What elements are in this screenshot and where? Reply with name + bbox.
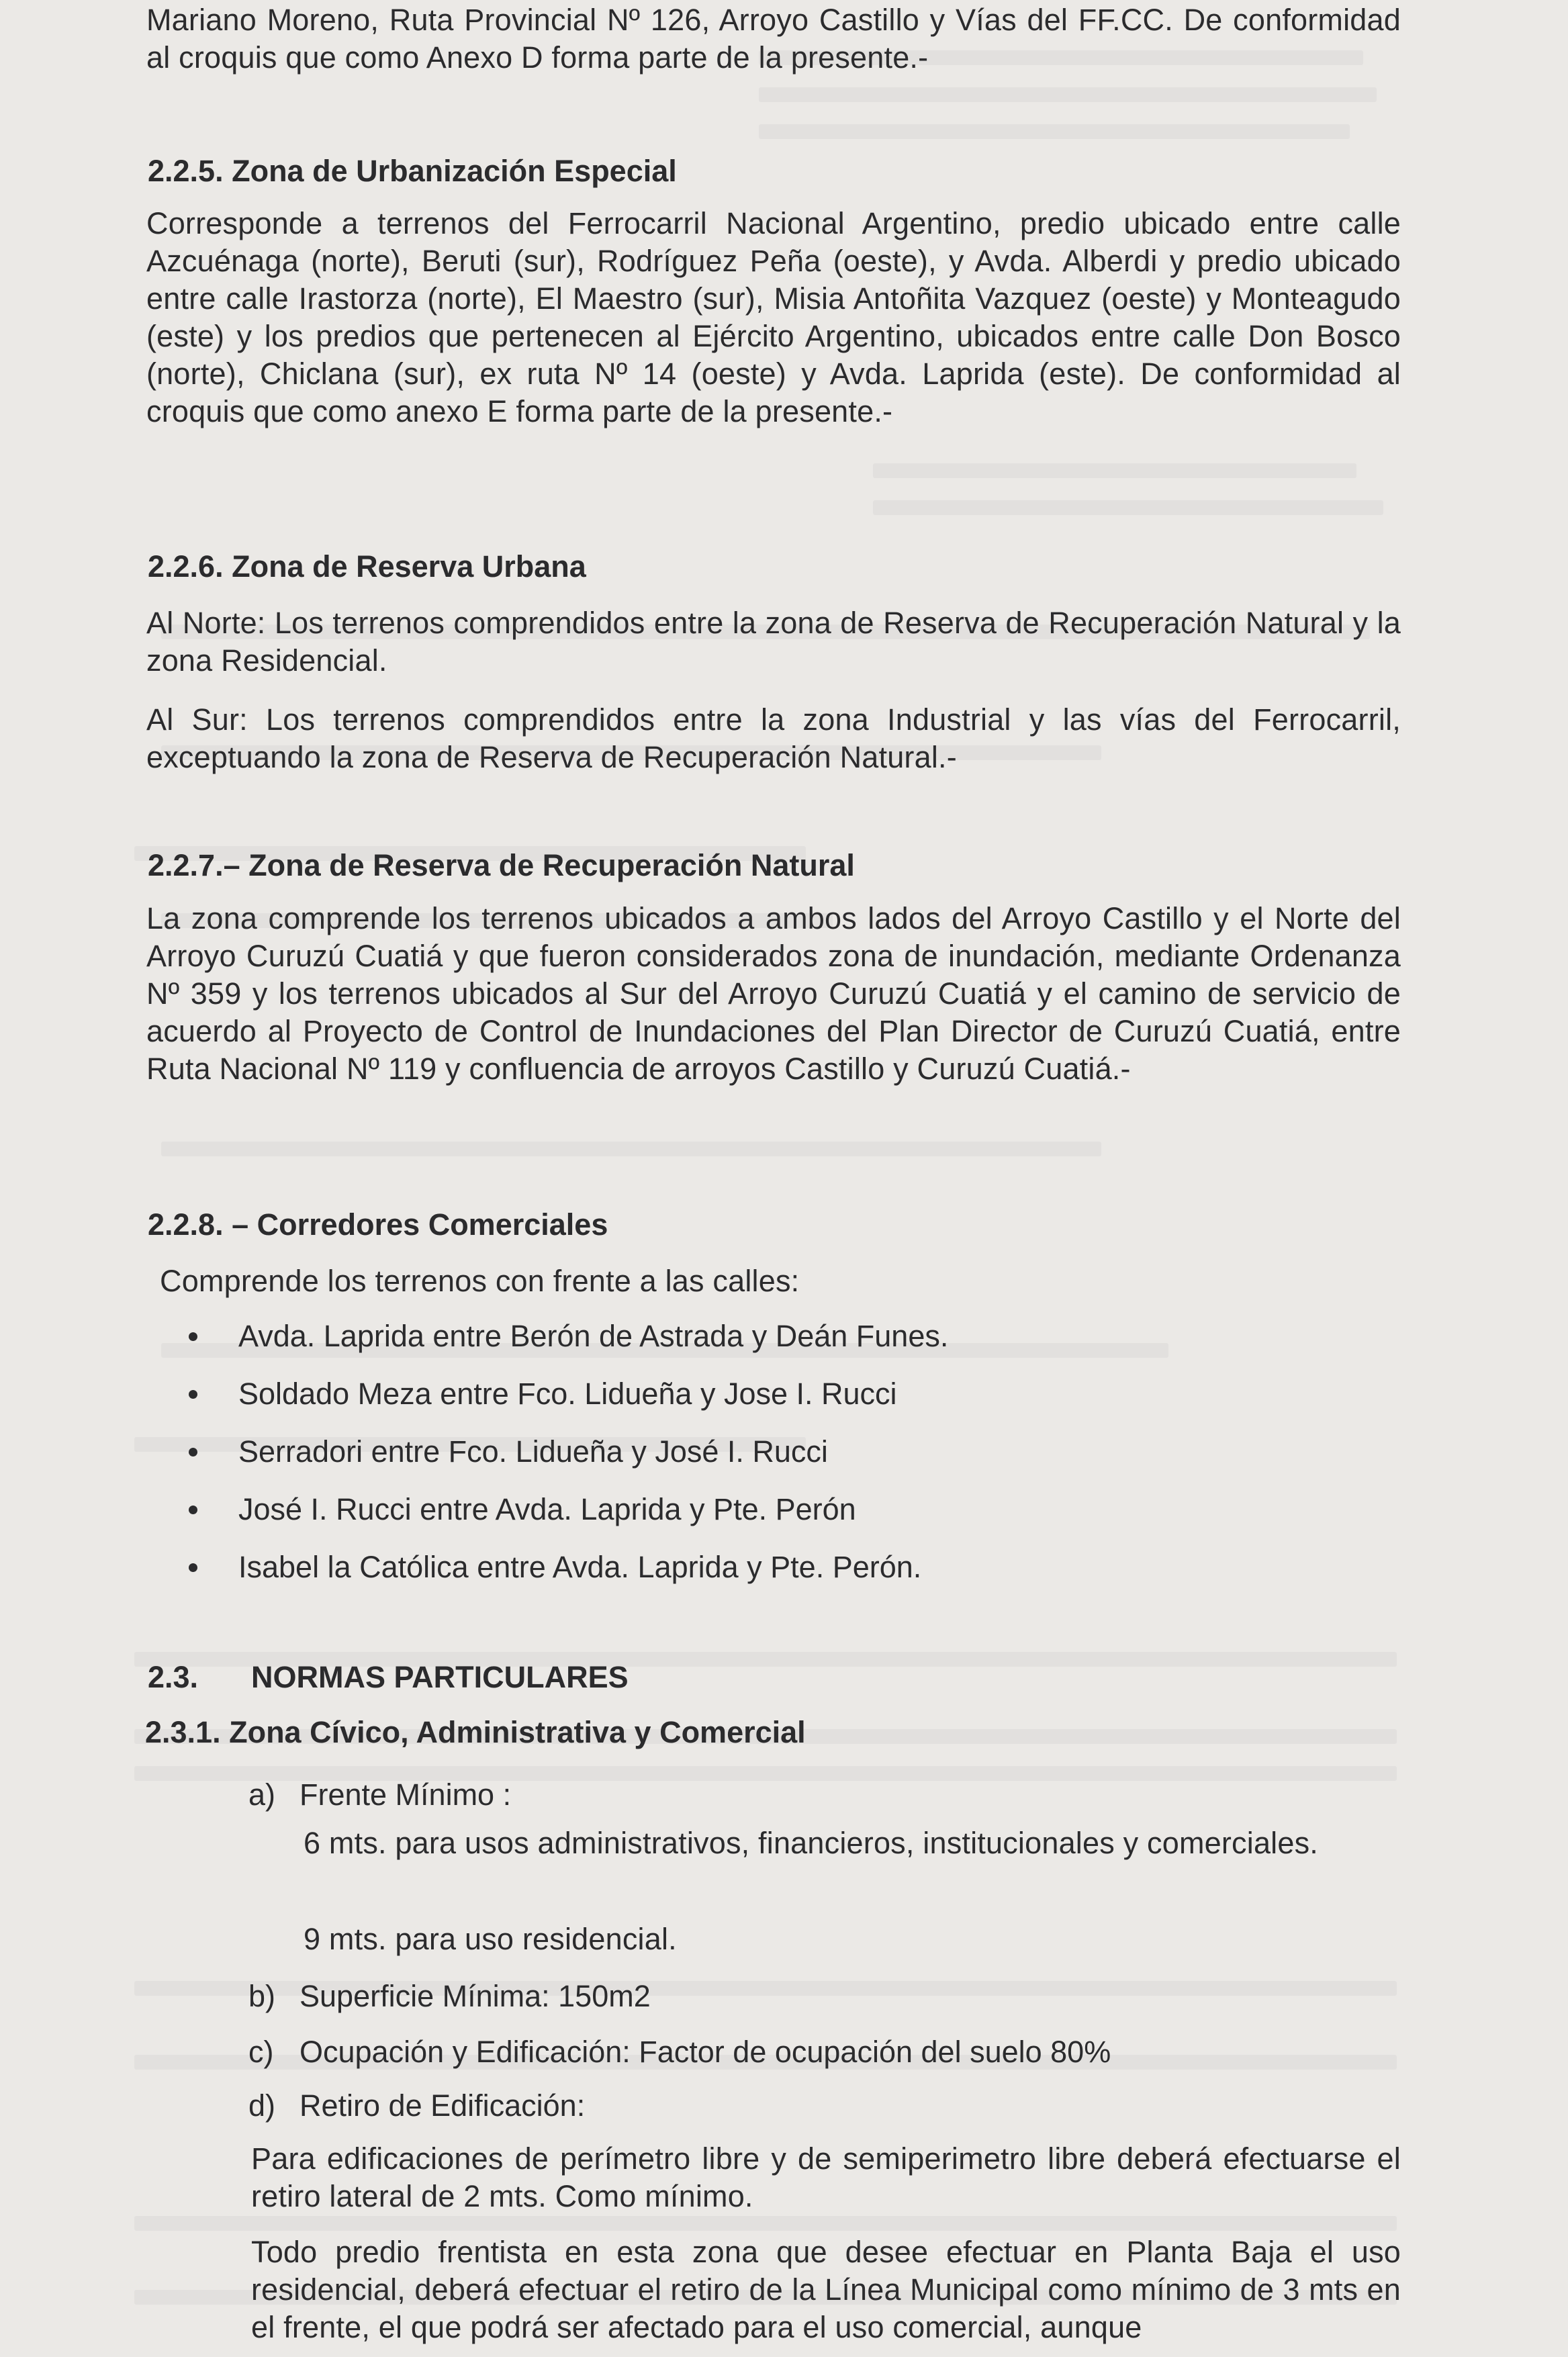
item-d-detail-1: Para edificaciones de perímetro libre y de semiperimetro libre deberá efectuarse el retiro lateral de 2 mts. Como mínimo. [251,2141,1401,2213]
item-a-detail-1: 6 mts. para usos administrativos, financieros, institucionales y comerciales. [304,1826,1319,1860]
commercial-corridors-list [185,1318,948,1606]
list-item: Soldado Meza entre Fco. Lidueña y Jose I. Rucci [185,1375,948,1433]
item-b-text: Superficie Mínima: 150m2 [299,1979,651,2013]
bullet-icon [189,1390,197,1399]
paragraph-2-2-8-intro: Comprende los terrenos con frente a las calles: [160,1264,800,1298]
item-b-label: b) [248,1979,276,2013]
item-a-detail-2: 9 mts. para uso residencial. [304,1922,677,1956]
heading-2-3-number: 2.3. [148,1660,199,1694]
item-d-detail-2: Todo predio frentista en esta zona que desee efectuar en Planta Baja el uso residencial, deberá efectuar el retiro de la Línea Municipal como mínimo de 3 mts en el frente, el que podrá ser afectado para el uso comercial, aunque [251,2235,1401,2344]
item-a-label: a) [248,1777,276,1812]
bullet-icon [189,1506,197,1514]
intro-paragraph: Mariano Moreno, Ruta Provincial Nº 126, Arroyo Castillo y Vías del FF.CC. De conformidad al croquis que como Anexo D forma parte de la presente.- [146,3,1401,75]
heading-2-2-7: 2.2.7.– Zona de Reserva de Recuperación Natural [148,848,855,882]
heading-2-2-5: 2.2.5. Zona de Urbanización Especial [148,154,677,188]
paragraph-2-2-6-south: Al Sur: Los terrenos comprendidos entre la zona Industrial y las vías del Ferrocarril, exceptuando la zona de Reserva de Recuperación Natural.- [146,702,1401,774]
item-a [248,1776,511,1814]
heading-2-3 [148,1659,629,1696]
item-d-label: d) [248,2088,276,2123]
list-item: Serradori entre Fco. Lidueña y José I. Rucci [185,1433,948,1491]
item-c [248,2033,1111,2071]
item-b [248,1978,651,2015]
bullet-icon [189,1448,197,1457]
item-d [248,2087,585,2125]
heading-2-2-6: 2.2.6. Zona de Reserva Urbana [148,549,586,584]
list-item: Isabel la Católica entre Avda. Laprida y Pte. Perón. [185,1549,948,1606]
item-a-text: Frente Mínimo : [299,1777,512,1812]
item-c-label: c) [248,2035,274,2069]
bullet-icon [189,1332,197,1341]
item-c-text: Ocupación y Edificación: Factor de ocupación del suelo 80% [299,2035,1111,2069]
list-item: José I. Rucci entre Avda. Laprida y Pte. Perón [185,1491,948,1549]
list-item: Avda. Laprida entre Berón de Astrada y Deán Funes. [185,1318,948,1375]
bullet-icon [189,1563,197,1572]
item-d-text: Retiro de Edificación: [299,2088,586,2123]
heading-2-3-1: 2.3.1. Zona Cívico, Administrativa y Comercial [145,1715,806,1749]
paragraph-2-2-6-north: Al Norte: Los terrenos comprendidos entre la zona de Reserva de Recuperación Natural y la zona Residencial. [146,606,1401,678]
heading-2-3-title: NORMAS PARTICULARES [251,1660,629,1694]
paragraph-2-2-7: La zona comprende los terrenos ubicados a ambos lados del Arroyo Castillo y el Norte del Arroyo Curuzú Cuatiá y que fueron considerados zona de inundación, mediante Ordenanza Nº 359 y los terrenos ubicados al Sur del Arroyo Curuzú Cuatiá y el camino de servicio de acuerdo al Proyecto de Control de Inundaciones del Plan Director de Curuzú Cuatiá, entre Ruta Nacional Nº 119 y confluencia de arroyos Castillo y Curuzú Cuatiá.- [146,901,1401,1086]
heading-2-2-8: 2.2.8. – Corredores Comerciales [148,1207,608,1242]
paragraph-2-2-5: Corresponde a terrenos del Ferrocarril Nacional Argentino, predio ubicado entre calle Azcuénaga (norte), Beruti (sur), Rodríguez Peña (oeste), y Avda. Alberdi y predio ubicado entre calle Irastorza (norte), El Maestro (sur), Misia Antoñita Vazquez (oeste) y Monteagudo (este) y los predios que pertenecen al Ejército Argentino, ubicados entre calle Don Bosco (norte), Chiclana (sur), ex ruta Nº 14 (oeste) y Avda. Laprida (este). De conformidad al croquis que como anexo E forma parte de la presente.- [146,206,1401,428]
